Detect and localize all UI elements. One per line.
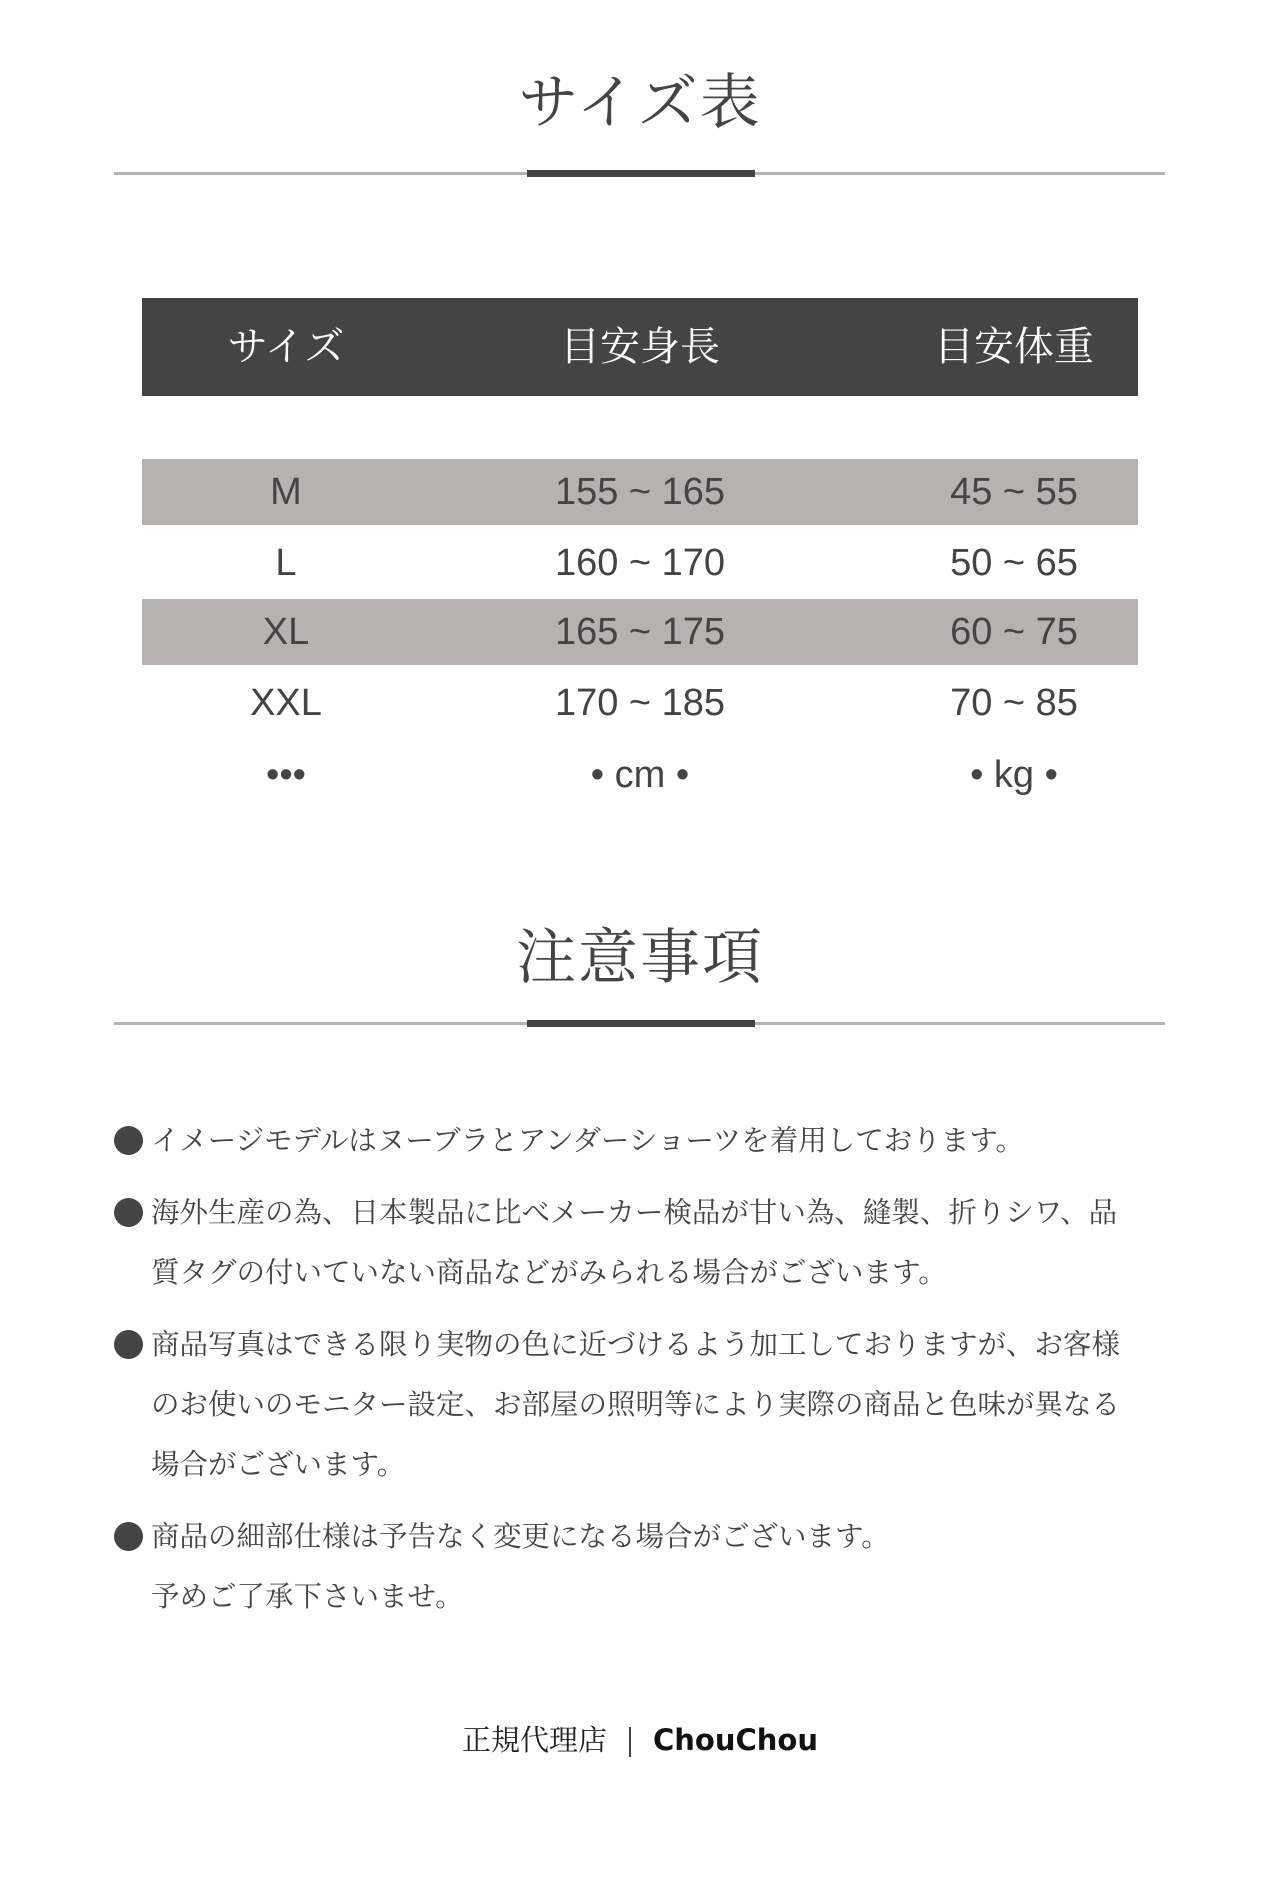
height-unit: • cm • [590,754,690,796]
note-text: のお使いのモニター設定、お部屋の照明等により実際の商品と色味が異なる [151,1388,1121,1421]
table-row [142,670,1138,736]
weight-cell: 60 ~ 75 [950,611,1078,653]
bullet-icon [114,1330,143,1359]
size-cell: M [270,471,302,513]
header-weight: 目安体重 [934,324,1094,370]
weight-cell: 70 ~ 85 [950,682,1078,724]
size-unit: ••• [266,754,306,796]
header-height: 目安身長 [560,324,720,370]
note-item [114,1183,1184,1303]
weight-unit: • kg • [970,754,1058,796]
notes-title: 注意事項 [516,923,764,993]
notes-list [114,1111,1184,1639]
weight-cell: 45 ~ 55 [950,471,1078,513]
authorized-dealer-label: 正規代理店 [461,1723,607,1757]
bullet-icon [114,1126,143,1155]
size-cell: XXL [250,682,322,724]
bullet-icon [114,1522,143,1551]
bullet-icon [114,1198,143,1227]
note-item [114,1111,1184,1171]
note-text: 質タグの付いていない商品などがみられる場合がございます。 [151,1256,947,1289]
table-row [142,530,1138,596]
units-row [142,742,1138,808]
height-cell: 160 ~ 170 [554,542,726,584]
footer [0,1718,1280,1759]
note-item [114,1507,1184,1627]
note-text: 商品の細部仕様は予告なく変更になる場合がございます。 [151,1520,890,1553]
note-item [114,1315,1184,1495]
size-cell: XL [262,611,310,653]
divider-accent [527,170,755,177]
note-text: 海外生産の為、日本製品に比べメーカー検品が甘い為、縫製、折りシワ、品 [151,1196,1118,1229]
note-text: イメージモデルはヌーブラとアンダーショーツを着用しております。 [151,1124,1024,1157]
note-text: 予めご了承下さいませ。 [151,1580,464,1613]
table-row [142,599,1138,665]
size-chart-title: サイズ表 [518,68,762,138]
note-text: 場合がございます。 [151,1448,406,1481]
brand-logo: ChouChou [653,1723,818,1757]
height-cell: 170 ~ 185 [554,682,726,724]
separator [629,1727,631,1757]
size-table-header [142,298,1138,396]
height-cell: 155 ~ 165 [554,471,726,513]
size-cell: L [275,542,297,584]
weight-cell: 50 ~ 65 [950,542,1078,584]
height-cell: 165 ~ 175 [554,611,726,653]
divider-accent [527,1020,755,1027]
note-text: 商品写真はできる限り実物の色に近づけるよう加工しておりますが、お客様 [151,1328,1121,1361]
header-size: サイズ [227,324,345,370]
table-row [142,459,1138,525]
